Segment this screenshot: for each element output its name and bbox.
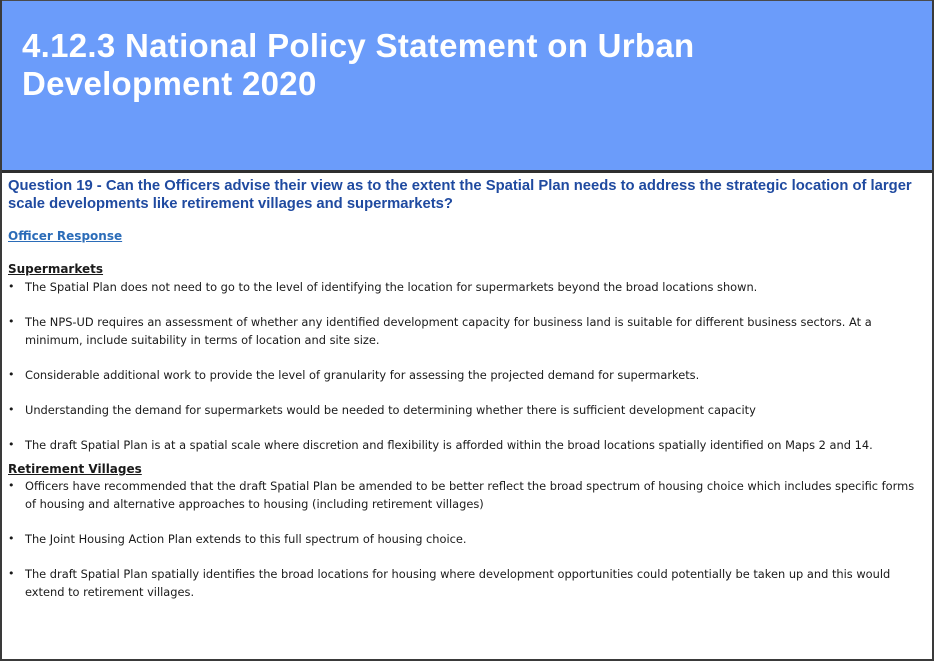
retirement-villages-bullet-list (8, 477, 926, 601)
bullet-text: The draft Spatial Plan is at a spatial scale where discretion and flexibility is afforded within the broad locations spatially identified on Maps 2 and 14. (25, 438, 873, 452)
content-area (8, 177, 926, 618)
list-item (8, 436, 926, 454)
bullet-icon: • (8, 567, 15, 580)
bullet-icon: • (8, 438, 15, 451)
supermarkets-bullet-list (8, 278, 926, 454)
bullet-icon: • (8, 479, 15, 492)
list-item (8, 366, 926, 384)
bullet-text: Officers have recommended that the draft Spatial Plan be amended to be better reflect the broad spectrum of housing choice which includes specific forms of housing and alternative approaches to housing (including retirement villages) (25, 479, 915, 511)
list-item (8, 565, 926, 601)
bullet-text: Understanding the demand for supermarkets would be needed to determining whether there is sufficient development capacity (25, 403, 756, 417)
list-item (8, 313, 926, 349)
list-item (8, 278, 926, 296)
bullet-icon: • (8, 532, 15, 545)
bullet-text: The draft Spatial Plan spatially identifies the broad locations for housing where development opportunities could potentially be taken up and this would extend to retirement villages. (25, 567, 891, 599)
list-item (8, 401, 926, 419)
bullet-icon: • (8, 368, 15, 381)
bullet-icon: • (8, 403, 15, 416)
bullet-text: The Spatial Plan does not need to go to the level of identifying the location for supermarkets beyond the broad locations shown. (25, 280, 758, 294)
slide-title: 4.12.3 National Policy Statement on Urban Development 2020 (22, 27, 695, 102)
supermarkets-heading: Supermarkets (8, 262, 104, 276)
bullet-text: The Joint Housing Action Plan extends to this full spectrum of housing choice. (25, 532, 467, 546)
retirement-villages-heading: Retirement Villages (8, 462, 142, 476)
question-text: Question 19 - Can the Officers advise their view as to the extent the Spatial Plan needs to address the strategic location of larger scale developments like retirement villages and supermarkets? (8, 178, 912, 212)
list-item (8, 530, 926, 548)
officer-response-link[interactable]: Officer Response (8, 229, 123, 243)
bullet-text: The NPS-UD requires an assessment of whether any identified development capacity for business land is suitable for different business sectors. At a minimum, include suitability in terms of location and site size. (25, 315, 872, 347)
bullet-icon: • (8, 280, 15, 293)
bullet-text: Considerable additional work to provide the level of granularity for assessing the projected demand for supermarkets. (25, 368, 700, 382)
header-banner (2, 0, 932, 173)
list-item (8, 477, 926, 513)
bullet-icon: • (8, 315, 15, 328)
